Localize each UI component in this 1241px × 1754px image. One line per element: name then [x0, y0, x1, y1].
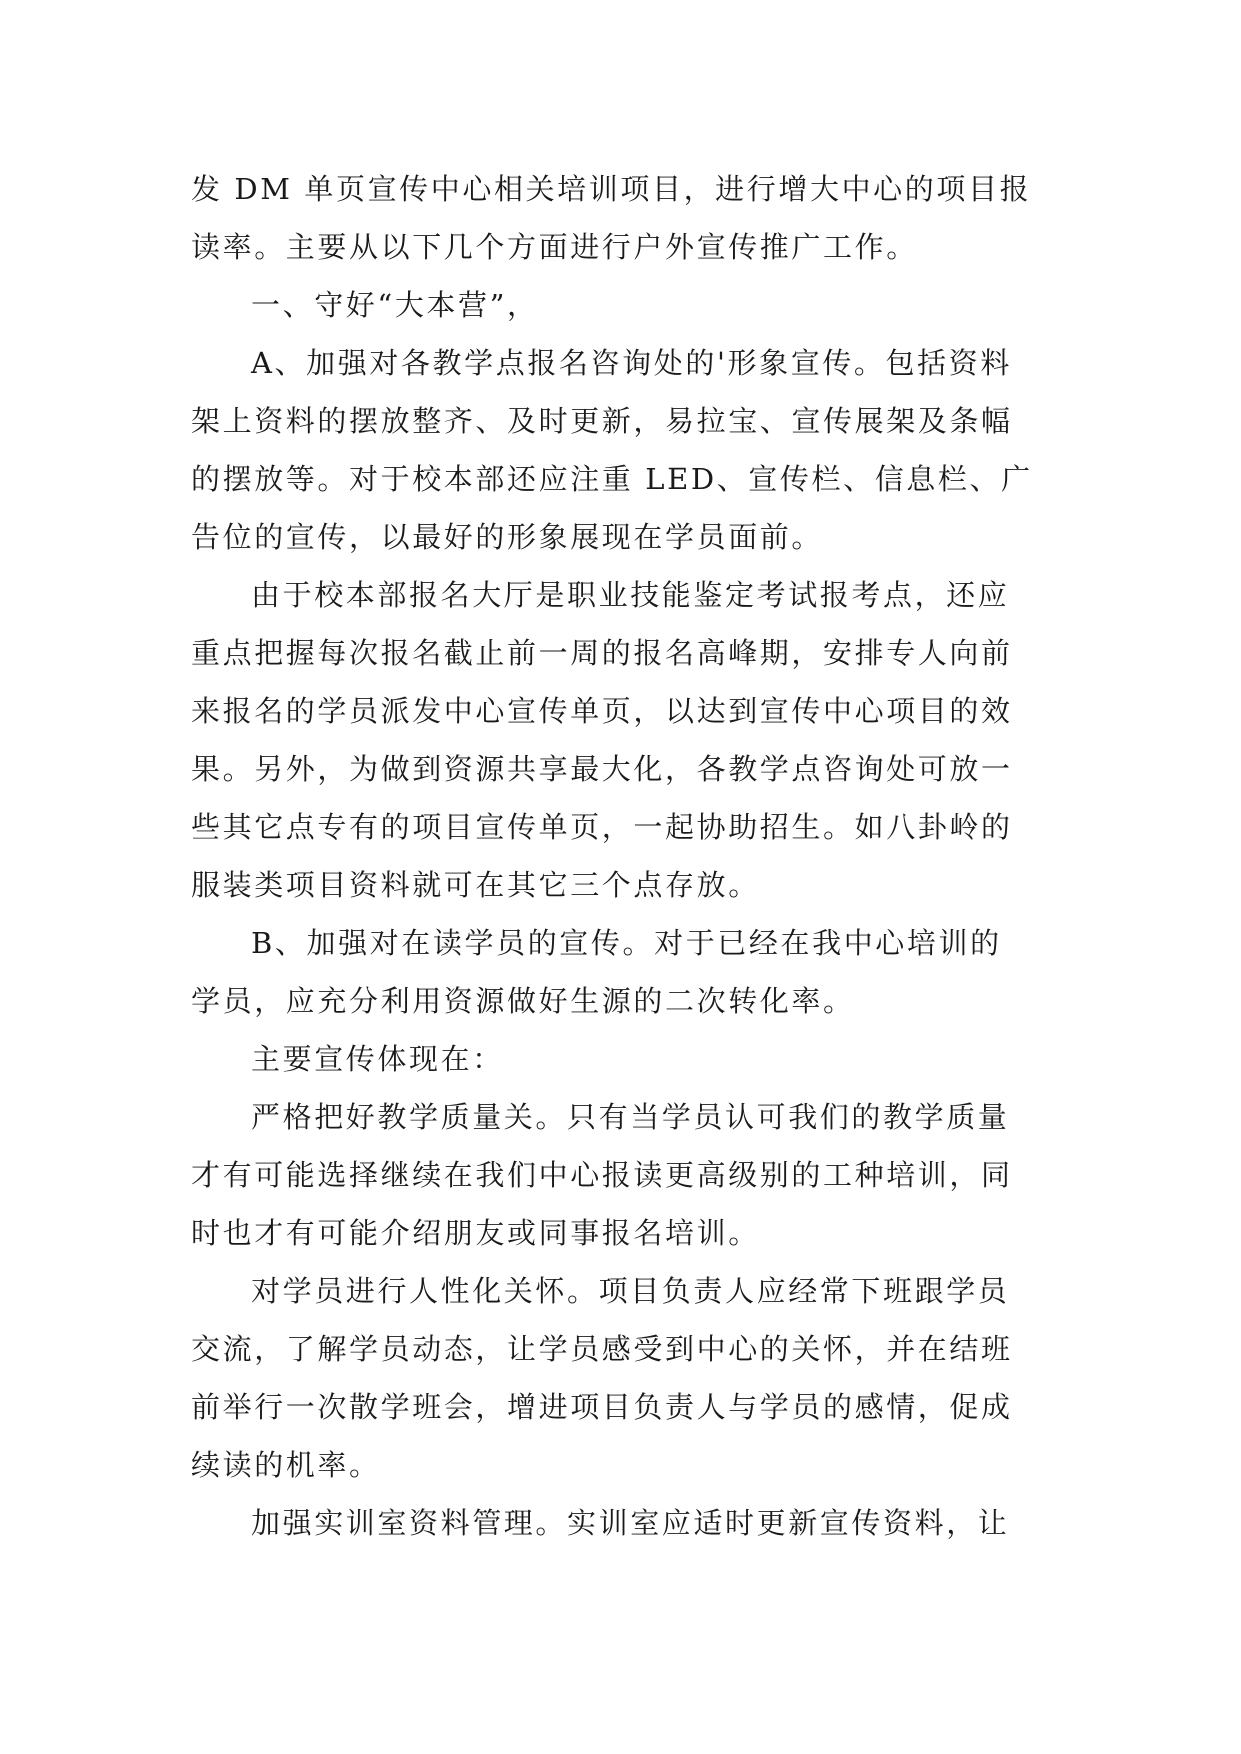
text-line: 架上资料的摆放整齐、及时更新，易拉宝、宣传展架及条幅 [191, 404, 1013, 438]
text-line: 的摆放等。对于校本部还应注重 LED、宣传栏、信息栏、广 [191, 462, 1033, 496]
text-line: 续读的机率。 [191, 1448, 381, 1482]
text-line: 前举行一次散学班会，增进项目负责人与学员的感情，促成 [191, 1390, 1013, 1424]
text-line: 读率。主要从以下几个方面进行户外宣传推广工作。 [191, 230, 918, 264]
document-body [191, 160, 1051, 1552]
paragraph-start-line: B、加强对在读学员的宣传。对于已经在我中心培训的 [251, 926, 1002, 960]
text-line: 发 DM 单页宣传中心相关培训项目，进行增大中心的项目报 [191, 172, 1032, 206]
text-line: 告位的宣传，以最好的形象展现在学员面前。 [191, 520, 824, 554]
paragraph-start-line: 加强实训室资料管理。实训室应适时更新宣传资料，让 [251, 1506, 1010, 1540]
text-line: 才有可能选择继续在我们中心报读更高级别的工种培训，同 [191, 1158, 1013, 1192]
paragraph-start-line: 对学员进行人性化关怀。项目负责人应经常下班跟学员 [251, 1274, 1010, 1308]
text-line: 学员，应充分利用资源做好生源的二次转化率。 [191, 984, 855, 1018]
paragraph-start-line: 由于校本部报名大厅是职业技能鉴定考试报考点，还应 [251, 578, 1010, 612]
section-heading: 一、守好“大本营”， [251, 288, 539, 322]
text-line: 重点把握每次报名截止前一周的报名高峰期，安排专人向前 [191, 636, 1013, 670]
paragraph-start-line: 严格把好教学质量关。只有当学员认可我们的教学质量 [251, 1100, 1010, 1134]
text-line: 交流，了解学员动态，让学员感受到中心的关怀，并在结班 [191, 1332, 1013, 1366]
paragraph-start-line: 主要宣传体现在： [251, 1042, 504, 1076]
text-line: 些其它点专有的项目宣传单页，一起协助招生。如八卦岭的 [191, 810, 1013, 844]
text-line: 服装类项目资料就可在其它三个点存放。 [191, 868, 760, 902]
text-line: 果。另外，为做到资源共享最大化，各教学点咨询处可放一 [191, 752, 1013, 786]
text-line: 来报名的学员派发中心宣传单页，以达到宣传中心项目的效 [191, 694, 1013, 728]
paragraph-start-line: A、加强对各教学点报名咨询处的'形象宣传。包括资料 [251, 346, 1012, 380]
text-line: 时也才有可能介绍朋友或同事报名培训。 [191, 1216, 760, 1250]
